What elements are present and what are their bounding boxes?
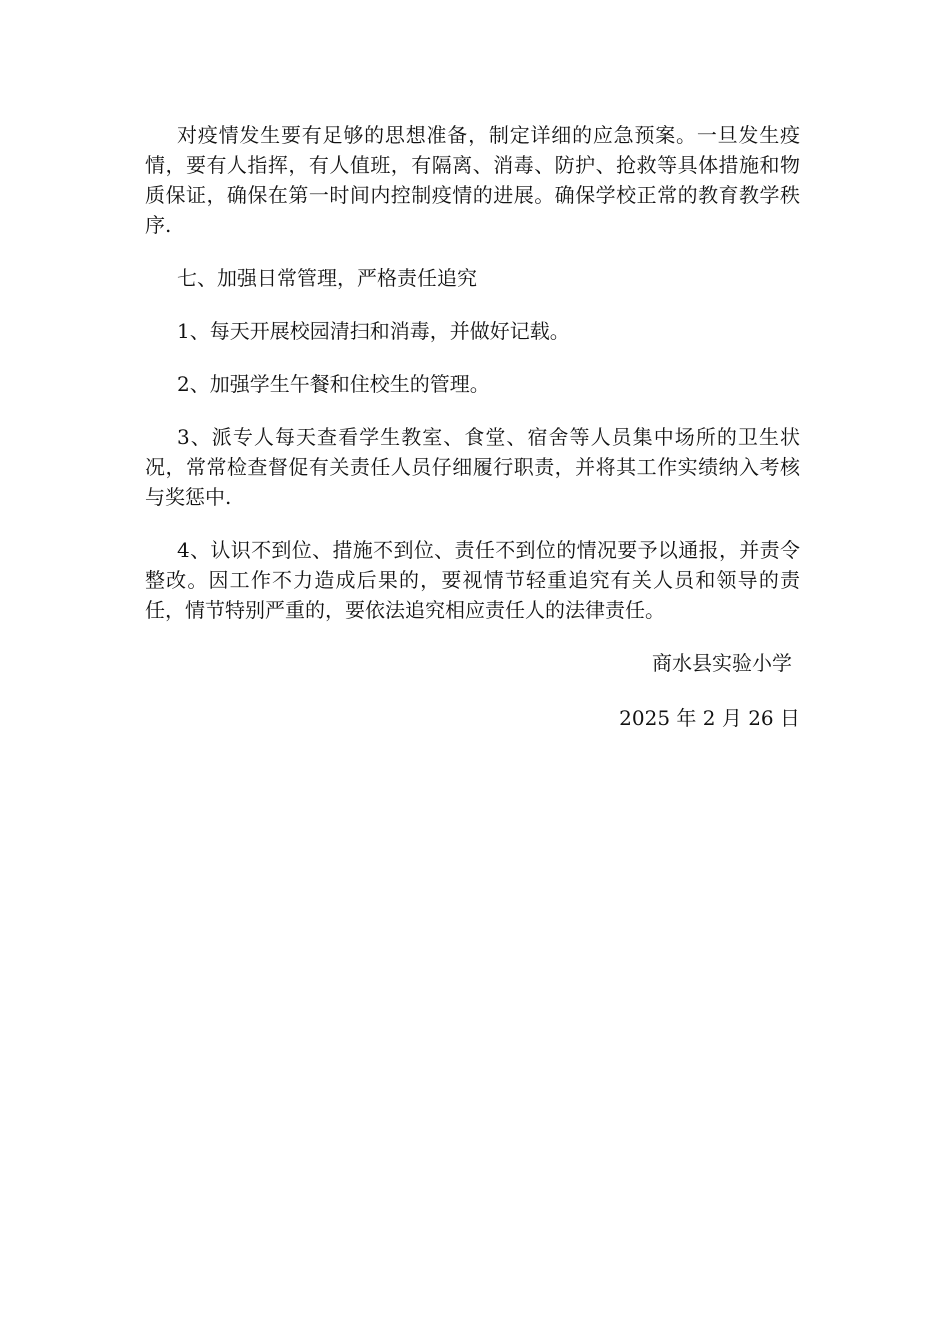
list-item-inspection: 3、派专人每天查看学生教室、食堂、宿舍等人员集中场所的卫生状况，常常检查督促有关责任人员仔细履行职责，并将其工作实绩纳入考核与奖惩中. xyxy=(145,425,800,509)
paragraph-emergency-plan: 对疫情发生要有足够的思想准备，制定详细的应急预案。一旦发生疫情，要有人指挥，有人值班，有隔离、消毒、防护、抢救等具体措施和物质保证，确保在第一时间内控制疫情的进展。确保学校正常的教育教学秩序. xyxy=(145,123,800,237)
signature-date: 2025 年 2 月 26 日 xyxy=(619,706,800,730)
section-heading-daily-management: 七、加强日常管理，严格责任追究 xyxy=(177,266,477,290)
signature-organization: 商水县实验小学 xyxy=(652,651,792,675)
list-item-accountability: 4、认识不到位、措施不到位、责任不到位的情况要予以通报，并责令整改。因工作不力造成后果的，要视情节轻重追究有关人员和领导的责任，情节特别严重的，要依法追究相应责任人的法律责任。 xyxy=(145,538,800,622)
list-item-cleaning: 1、每天开展校园清扫和消毒，并做好记载。 xyxy=(177,319,570,343)
list-item-lunch-management: 2、加强学生午餐和住校生的管理。 xyxy=(177,372,490,396)
document-body xyxy=(145,120,800,733)
